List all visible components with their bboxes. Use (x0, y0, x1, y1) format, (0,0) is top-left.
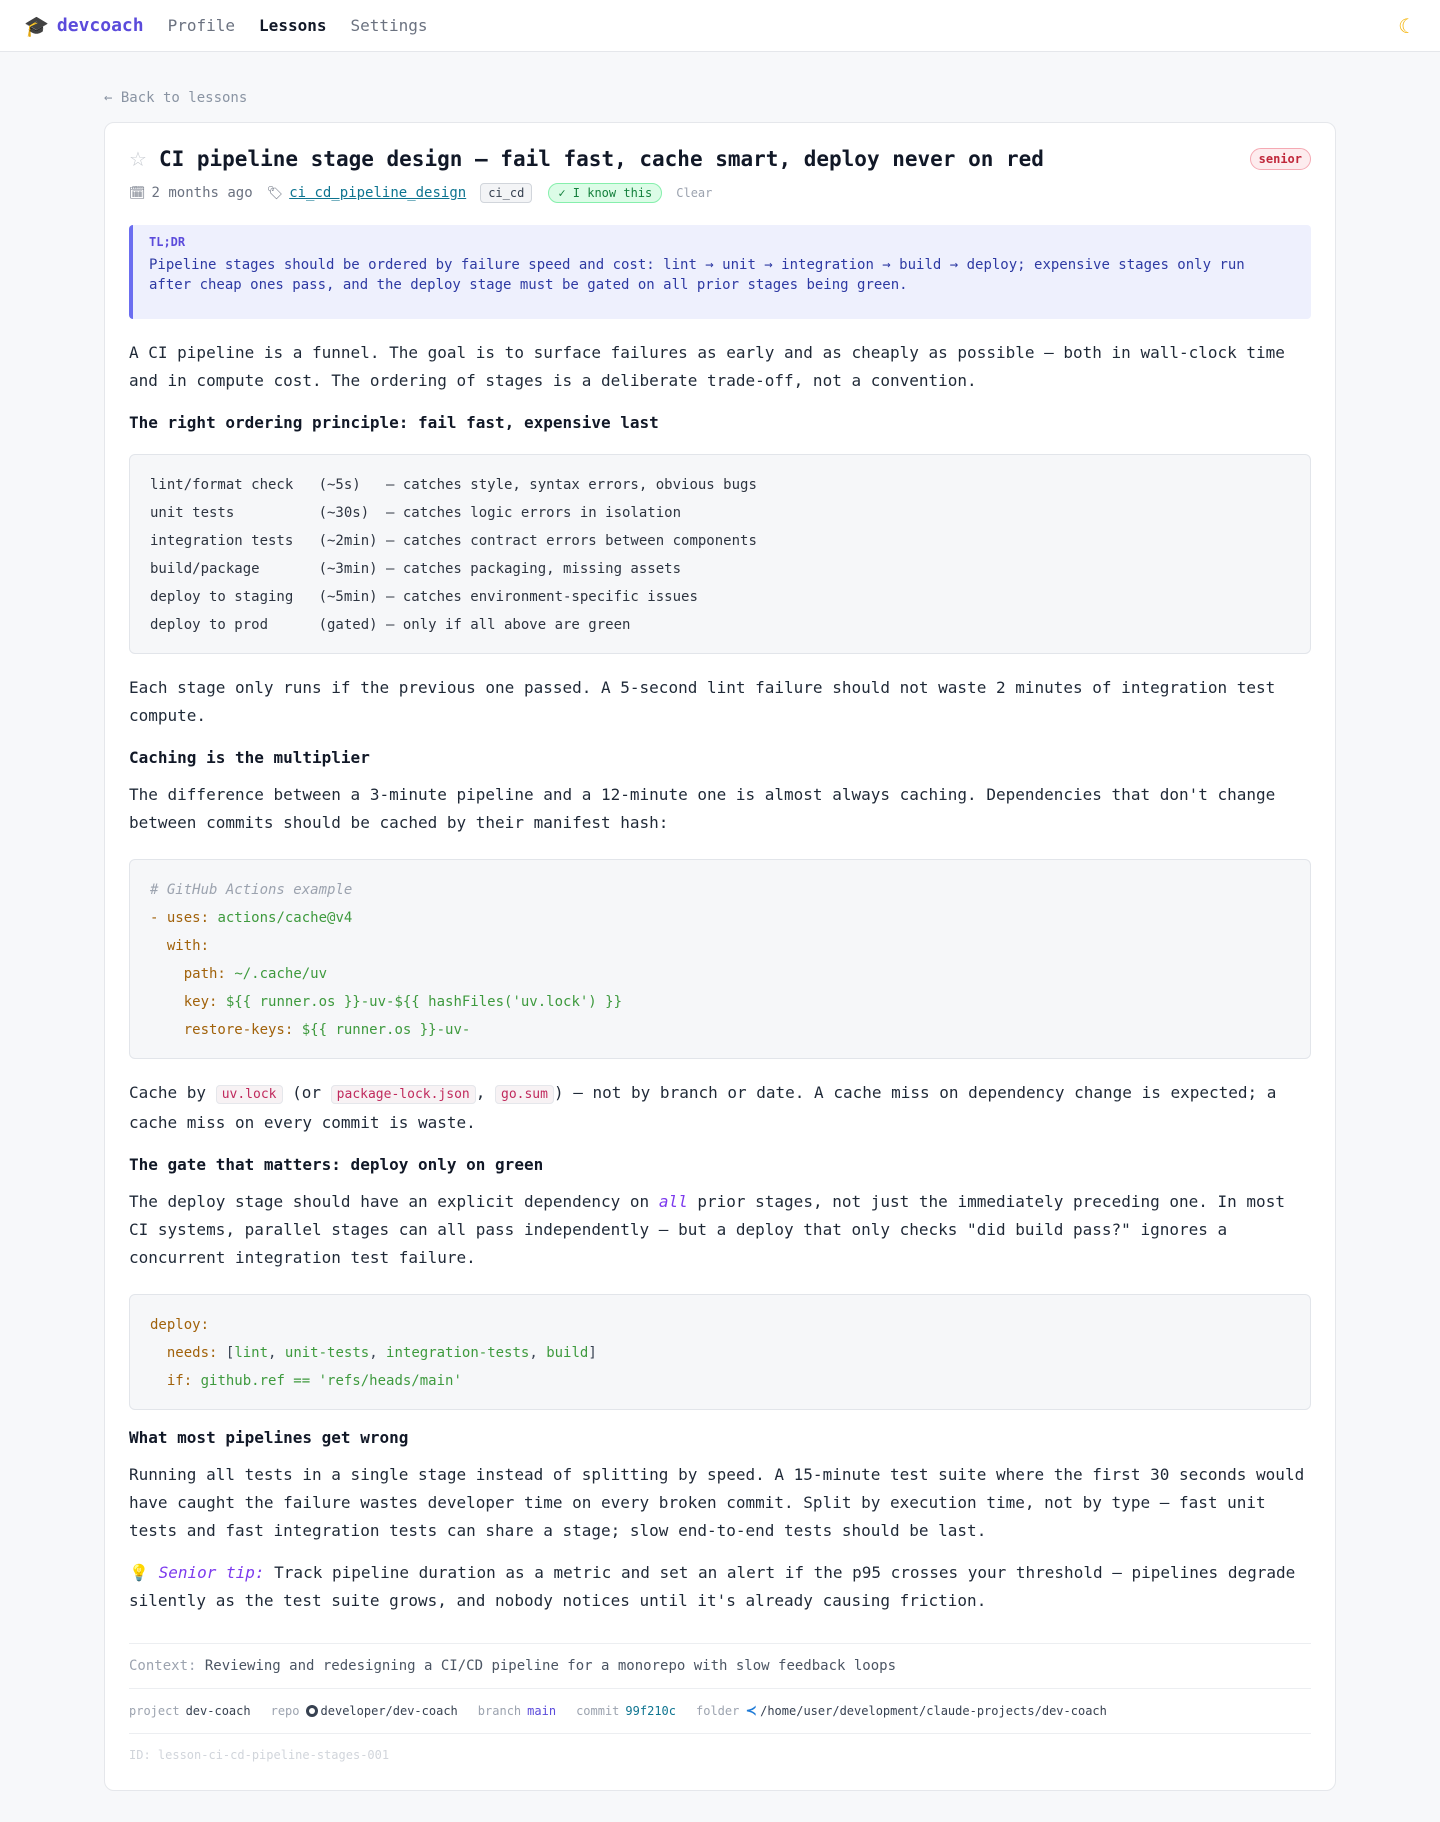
lesson-id: ID: lesson-ci-cd-pipeline-stages-001 (129, 1748, 390, 1762)
code-sep: , (529, 1345, 547, 1361)
inline-code: go.sum (495, 1085, 554, 1104)
inline-code: package-lock.json (331, 1085, 476, 1104)
after-stages-paragraph: Each stage only runs if the previous one passed. A 5-second lint failure should not waste 2 minutes of integration test compute. (129, 678, 1276, 725)
topic-meta (267, 185, 467, 201)
lesson-title: CI pipeline stage design — fail fast, cache smart, deploy never on red (158, 147, 1044, 171)
project-label: project (129, 1704, 180, 1718)
code-val-key: ${{ runner.os }}-uv-${{ hashFiles('uv.lock') }} (225, 994, 623, 1010)
commit-link[interactable]: 99f210c (625, 1704, 676, 1718)
code-line-restore (150, 1016, 1290, 1044)
gate-paragraph (129, 1188, 1311, 1272)
code-key-needs: needs: (166, 1345, 218, 1361)
code-bracket: [ (225, 1345, 235, 1361)
code-key-path: path: (183, 966, 226, 982)
commit-label: commit (576, 1704, 620, 1718)
senior-tip-paragraph (129, 1559, 1311, 1615)
code-val-if: github.ref == 'refs/heads/main' (200, 1373, 462, 1389)
code-key-deploy: deploy: (150, 1317, 210, 1333)
moon-icon[interactable]: ☾ (1398, 13, 1416, 38)
text-span: ) — not by branch or date. A cache miss on dependency change is expected; a cache miss on every commit is waste. (129, 1083, 1277, 1132)
code-line-uses (150, 904, 1290, 932)
stage-line: build/package (~3min) — catches packaging, missing assets (150, 561, 682, 577)
caching-paragraph: The difference between a 3-minute pipeline and a 12-minute one is almost always caching. Dependencies that don't change between commits should be cached by their manifest hash: (129, 785, 1276, 832)
page-content (104, 52, 1336, 1791)
lesson-card (104, 122, 1336, 1791)
tldr-label: TL;DR (149, 235, 186, 249)
project-meta (129, 1704, 251, 1718)
code-key-key: key: (183, 994, 218, 1010)
branch-meta (478, 1704, 556, 1718)
brand[interactable] (24, 15, 144, 36)
code-need-item: build (546, 1345, 589, 1361)
folder-label: folder (696, 1704, 740, 1718)
heading-wrong: What most pipelines get wrong (129, 1428, 409, 1447)
code-line-if (150, 1367, 1290, 1395)
calendar-icon: 🗓 (129, 185, 146, 201)
meta-row (129, 183, 1311, 203)
tag-icon: 🏷 (266, 185, 284, 201)
heading-ordering: The right ordering principle: fail fast, expensive last (129, 413, 659, 432)
deploy-code-block (129, 1294, 1311, 1410)
project-value: dev-coach (185, 1704, 251, 1718)
stage-line: deploy to staging (~5min) — catches environment-specific issues (150, 589, 698, 605)
code-sep: , (268, 1345, 285, 1361)
heading-gate: The gate that matters: deploy only on green (129, 1155, 544, 1174)
provenance-row (129, 1689, 1311, 1733)
title-row (129, 147, 1311, 171)
lightbulb-icon: 💡 (129, 1563, 149, 1582)
vscode-icon[interactable]: ≺ (745, 1703, 758, 1719)
intro-paragraph: A CI pipeline is a funnel. The goal is to surface failures as early and as cheaply as possible — both in wall-clock time and in compute cost. The ordering of stages is a deliberate trade-off, not a convention. (129, 343, 1285, 390)
date-meta (129, 185, 253, 201)
nav-link-settings[interactable]: Settings (350, 16, 428, 35)
code-need-item: unit-tests (284, 1345, 370, 1361)
level-badge: senior (1250, 148, 1311, 170)
lesson-date: 2 months ago (151, 185, 253, 201)
code-key-uses: uses: (166, 910, 210, 926)
code-line-deploy (150, 1311, 1290, 1339)
code-line-with (150, 932, 1290, 960)
repo-label: repo (270, 1704, 300, 1718)
heading-caching: Caching is the multiplier (129, 748, 370, 767)
code-need-item: lint (234, 1345, 269, 1361)
stage-line: unit tests (~30s) — catches logic errors in isolation (150, 505, 682, 521)
cache-code-block (129, 859, 1311, 1059)
context-text: Reviewing and redesigning a CI/CD pipeline for a monorepo with slow feedback loops (196, 1658, 897, 1674)
code-key-if: if: (166, 1373, 193, 1389)
code-line-key (150, 988, 1290, 1016)
nav-link-profile[interactable]: Profile (167, 16, 236, 35)
stage-line: integration tests (~2min) — catches contract errors between components (150, 533, 757, 549)
nav-link-lessons[interactable]: Lessons (259, 16, 327, 35)
cache-by-paragraph (129, 1079, 1311, 1137)
code-dash: - (150, 910, 167, 926)
clear-button[interactable]: Clear (676, 186, 713, 200)
text-span: prior stages, not just the immediately preceding one. In most CI systems, parallel stages can all pass independently — but a deploy that only checks "did build pass?" ignores a concurrent integration test failure. (129, 1192, 1285, 1267)
brand-name: devcoach (56, 15, 144, 36)
topic-link[interactable]: ci_cd_pipeline_design (289, 185, 467, 201)
context-line (129, 1644, 1311, 1688)
inline-code: uv.lock (216, 1085, 283, 1104)
text-span: (or (282, 1083, 331, 1102)
stage-line: deploy to prod (gated) — only if all above are green (150, 617, 631, 633)
code-key-restore: restore-keys: (183, 1022, 294, 1038)
code-val-uses: actions/cache@v4 (217, 910, 353, 926)
tldr-text: Pipeline stages should be ordered by failure speed and cost: lint → unit → integration → build → deploy; expensive stages only run after cheap ones pass, and the deploy stage must be gated on all prior stages being green. (149, 257, 1245, 293)
code-comment: # GitHub Actions example (150, 882, 353, 898)
top-nav (0, 0, 1440, 52)
code-sep: , (369, 1345, 387, 1361)
back-to-lessons-link[interactable]: ← Back to lessons (104, 90, 248, 106)
tag-chip[interactable]: ci_cd (480, 183, 532, 203)
repo-meta (271, 1704, 458, 1718)
graduation-cap-icon: 🎓 (24, 13, 49, 38)
code-val-path: ~/.cache/uv (234, 966, 328, 982)
stage-line: lint/format check (~5s) — catches style, syntax errors, obvious bugs (150, 477, 757, 493)
branch-value: main (527, 1704, 557, 1718)
code-line-path (150, 960, 1290, 988)
star-icon[interactable]: ☆ (129, 147, 147, 171)
tip-label: Senior tip: (158, 1563, 265, 1582)
text-span: , (475, 1083, 495, 1102)
code-key-with: with: (166, 938, 210, 954)
github-icon (306, 1705, 318, 1717)
stages-code-block (129, 454, 1311, 654)
code-val-restore: ${{ runner.os }}-uv- (301, 1022, 471, 1038)
wrong-paragraph: Running all tests in a single stage instead of splitting by speed. A 15-minute test suite where the first 30 seconds would have caught the failure wastes developer time on every broken commit. Split by execution time, not by type — fast unit tests and fast integration tests can share a stage; slow end-to-end tests should be last. (129, 1465, 1305, 1540)
emphasis-word: all (658, 1192, 688, 1211)
text-span: The deploy stage should have an explicit dependency on (129, 1192, 659, 1211)
i-know-this-button[interactable]: ✓ I know this (548, 183, 662, 203)
code-bracket: ] (588, 1345, 597, 1361)
context-label: Context: (129, 1658, 197, 1674)
commit-meta (576, 1704, 676, 1718)
code-line-needs (150, 1339, 1290, 1367)
folder-meta (696, 1703, 1107, 1719)
tldr-box (129, 225, 1311, 319)
tip-text: Track pipeline duration as a metric and set an alert if the p95 crosses your threshold — pipelines degrade silently as the test suite grows, and nobody notices until it's already causing friction. (129, 1563, 1296, 1610)
folder-path[interactable]: /home/user/development/claude-projects/dev-coach (760, 1704, 1107, 1718)
code-need-item: integration-tests (386, 1345, 530, 1361)
text-span: Cache by (129, 1083, 216, 1102)
branch-label: branch (477, 1704, 522, 1718)
repo-link[interactable]: developer/dev-coach (320, 1704, 458, 1718)
